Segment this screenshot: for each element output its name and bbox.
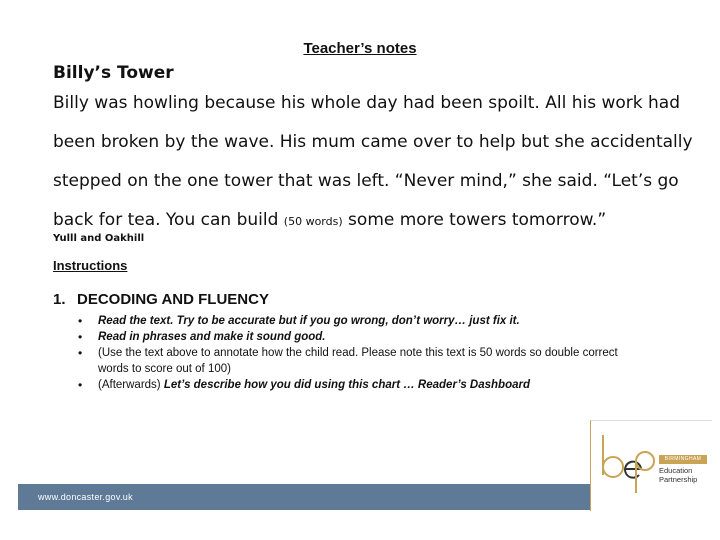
- story-line: Billy was howling because his whole day had been spoilt. All his work had: [53, 93, 680, 113]
- instructions-heading: Instructions: [53, 258, 128, 273]
- page-title: Teacher’s notes: [303, 40, 417, 57]
- bep-logo-icon: [597, 431, 659, 497]
- story-line-end: some more towers tomorrow.”: [342, 210, 607, 230]
- instruction-text: (Afterwards): [98, 379, 164, 391]
- bullet-icon: •: [78, 346, 83, 360]
- logo-text: [659, 466, 711, 484]
- partner-logo: [590, 420, 712, 511]
- story-line-last: [53, 201, 693, 241]
- list-item: [72, 345, 632, 377]
- story-passage: [53, 84, 693, 241]
- list-item: [72, 313, 632, 329]
- logo-line: Education: [659, 466, 693, 475]
- logo-line: Partnership: [659, 475, 698, 484]
- list-item: [72, 329, 632, 345]
- word-count: (50 words): [283, 215, 343, 228]
- instruction-text: (Use the text above to annotate how the child read. Please note this text is 50 words so double correct words to score out of 100): [98, 347, 618, 375]
- story-authors: Yulll and Oakhill: [53, 233, 145, 244]
- section-heading: [53, 291, 269, 308]
- story-line-start: back for tea. You can build: [53, 210, 284, 230]
- logo-strip: BIRMINGHAM: [659, 455, 707, 464]
- footer-url: www.doncaster.gov.uk: [38, 492, 133, 502]
- list-item: [72, 377, 632, 393]
- section-title: DECODING AND FLUENCY: [77, 291, 269, 308]
- bullet-icon: •: [78, 314, 83, 328]
- bullet-icon: •: [78, 330, 83, 344]
- instruction-list: [72, 313, 632, 393]
- section-number: 1.: [53, 291, 66, 308]
- instruction-text: Read the text. Try to be accurate but if you go wrong, don’t worry… just fix it.: [98, 315, 520, 327]
- story-line: stepped on the one tower that was left. “Never mind,” she said. “Let’s go: [53, 171, 679, 191]
- story-line: been broken by the wave. His mum came over to help but she accidentally: [53, 132, 693, 152]
- bullet-icon: •: [78, 378, 83, 392]
- story-title: Billy’s Tower: [53, 63, 174, 83]
- instruction-text-emphasis: Let’s describe how you did using this chart … Reader’s Dashboard: [163, 379, 530, 391]
- instruction-text: Read in phrases and make it sound good.: [98, 331, 326, 343]
